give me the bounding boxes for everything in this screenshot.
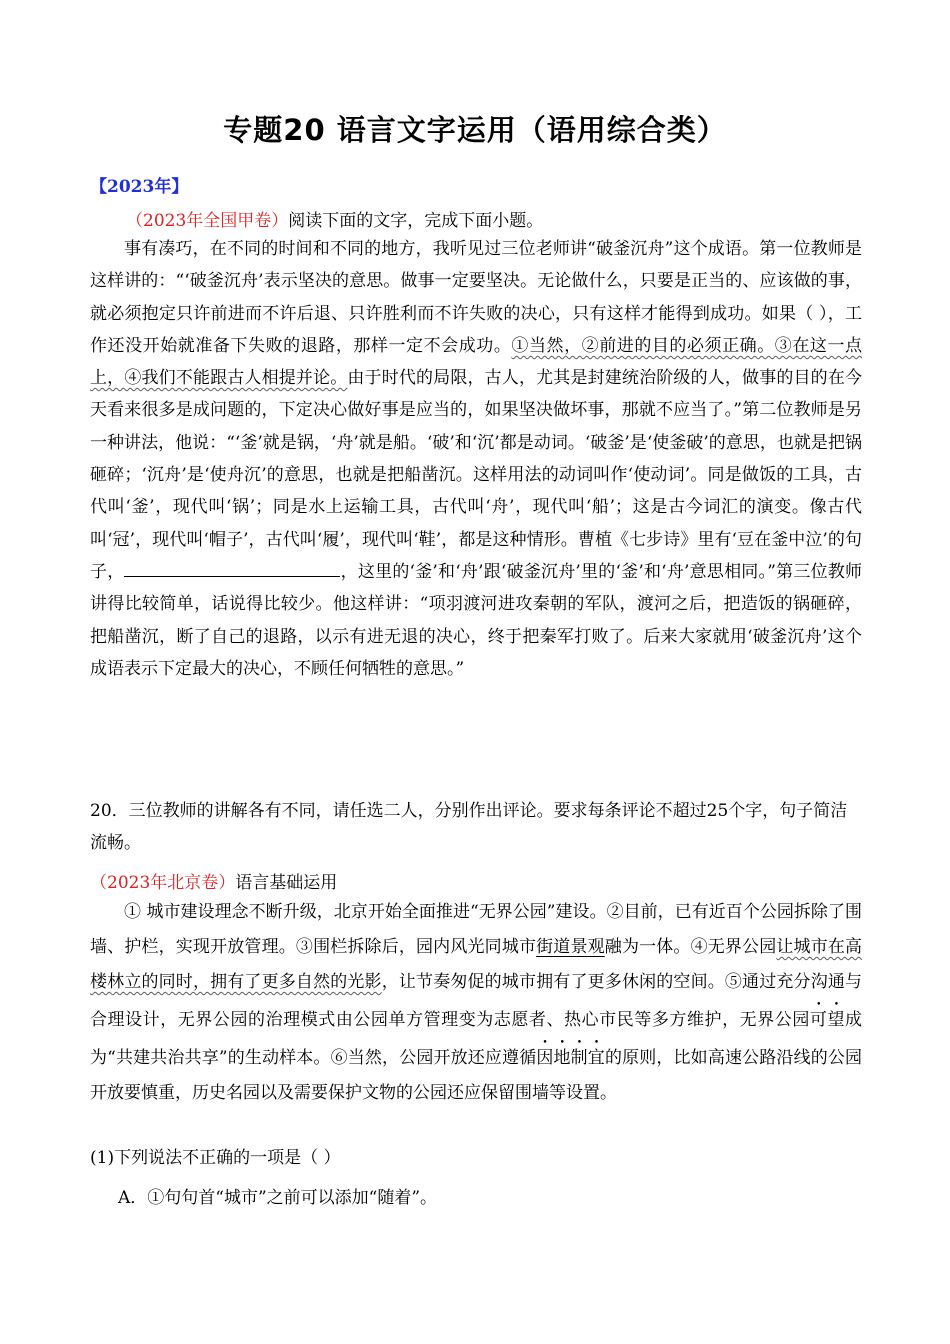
section2-source-line: [90, 868, 337, 893]
passage-part-b: 由于时代的局限，古人，尤其是封建统治阶级的人，做事的目的在今天看来很多是成问题的，下定决心做好事是应当的，如果坚决做坏事，那就不应当了。”第二位教师是另一种讲法，他说：“‘釜’就是锅，‘舟’就是船。‘破’和‘沉’都是动词。‘破釜’是‘使釜破’的意思，也就是把锅砸碎；‘沉舟’是‘使舟沉’的意思，也就是把船凿沉。这样用法的动词叫作‘使动词’。同是做饭的工具，古代叫‘釜’，现代叫‘锅’；同是水上运输工具，古代叫‘舟’，现代叫‘船’；这是古今词汇的演变。像古代叫‘冠’，现代叫‘帽子’，古代叫‘履’，现代叫‘鞋’，都是这种情形。曹植《七步诗》里有‘豆在釜中泣’的句子，: [90, 368, 863, 582]
question-20: 20．三位教师的讲解各有不同，请任选二人，分别作出评论。要求每条评论不超过25个字，句子简洁流畅。: [90, 801, 848, 853]
p2-part-4: 成为“共建共治共享”的生动样本。⑥当然，公园开放还应遵循: [90, 1010, 863, 1068]
p2-wavy-segment: 让城市在高楼林立的同时，拥有了更多自然的光影: [90, 937, 863, 992]
p2-part-5: 的原则，比如高速公路沿线的公园开放要慎重，历史名园以及需要保护文物的公园还应保留围墙等设置。: [90, 1048, 863, 1103]
section1-passage: [90, 233, 862, 685]
section2-source: （2023年北京卷）: [90, 873, 236, 893]
p2-part-3: ，让节奏匆促的城市拥有了更多休闲的空间。⑤通过充分沟通与合理设计，无界公园的治理模式由公园单方管理变为志愿者、热心市民等多方维护，无界公园: [90, 972, 863, 1030]
p2-dotted-2: 因地制宜: [536, 1048, 605, 1068]
p2-dotted-1: 可望: [809, 1010, 846, 1030]
section2-instruction: 语言基础运用: [235, 873, 338, 893]
section1-paragraph: [90, 233, 862, 685]
year-tag: 【2023年】: [90, 177, 189, 197]
answer-blank-1: [124, 558, 168, 577]
passage-part-c: ，这里的‘釜’和‘舟’跟‘破釜沉舟’里的‘釜’和‘舟’意思相同。”第三位教师讲得比较简单，话说得比较少。他这样讲：“项羽渡河进攻秦朝的军队，渡河之后，把造饭的锅砸碎，把船凿沉，断了自己的退路，以示有进无退的决心，终于把秦军打败了。后来大家就用‘破釜沉舟’这个成语表示下定最大的决心，不顾任何牺牲的意思。”: [90, 561, 863, 679]
section2-paragraph: [90, 895, 862, 1111]
p2-part-2: 融为一体。④无界公园: [604, 937, 777, 957]
section1-source: （2023年全国甲卷）: [126, 211, 289, 231]
question-1: (1)下列说法不正确的一项是（ ）: [90, 1148, 341, 1168]
section1-instruction: 阅读下面的文字，完成下面小题。: [288, 211, 544, 231]
page-title: 专题20 语言文字运用（语用综合类）: [223, 113, 727, 147]
p2-underlined: 街道景观: [536, 937, 605, 957]
passage-part-a: 事有凑巧，在不同的时间和不同的地方，我听见过三位老师讲“破釜沉舟”这个成语。第一位教师是这样讲的：“‘破釜沉舟’表示坚决的意思。做事一定要坚决。无论做什么，只要是正当的、应该做的事，就必须抱定只许前进而不许后退、只许胜利而不许失败的决心，只有这样才能得到成功。如果（ ），工作还没开始就准备下失败的退路，那样一定不会成功。: [90, 239, 862, 356]
p2-part-1: ① 城市建设理念不断升级，北京开始全面推进“无界公园”建设。②目前，已有近百个公园拆除了围墙、护栏，实现开放管理。③围栏拆除后，园内风光同城市: [90, 902, 862, 957]
option-a: A．①句句首“城市”之前可以添加“随着”。: [118, 1188, 438, 1208]
answer-blank-2: [168, 558, 340, 577]
section1-source-line: [126, 206, 543, 231]
section2-passage: [90, 895, 862, 1111]
passage-wavy-segment: ①当然，②前进的目的必须正确。③在这一点上，④我们不能跟古人相提并论。: [90, 335, 863, 389]
